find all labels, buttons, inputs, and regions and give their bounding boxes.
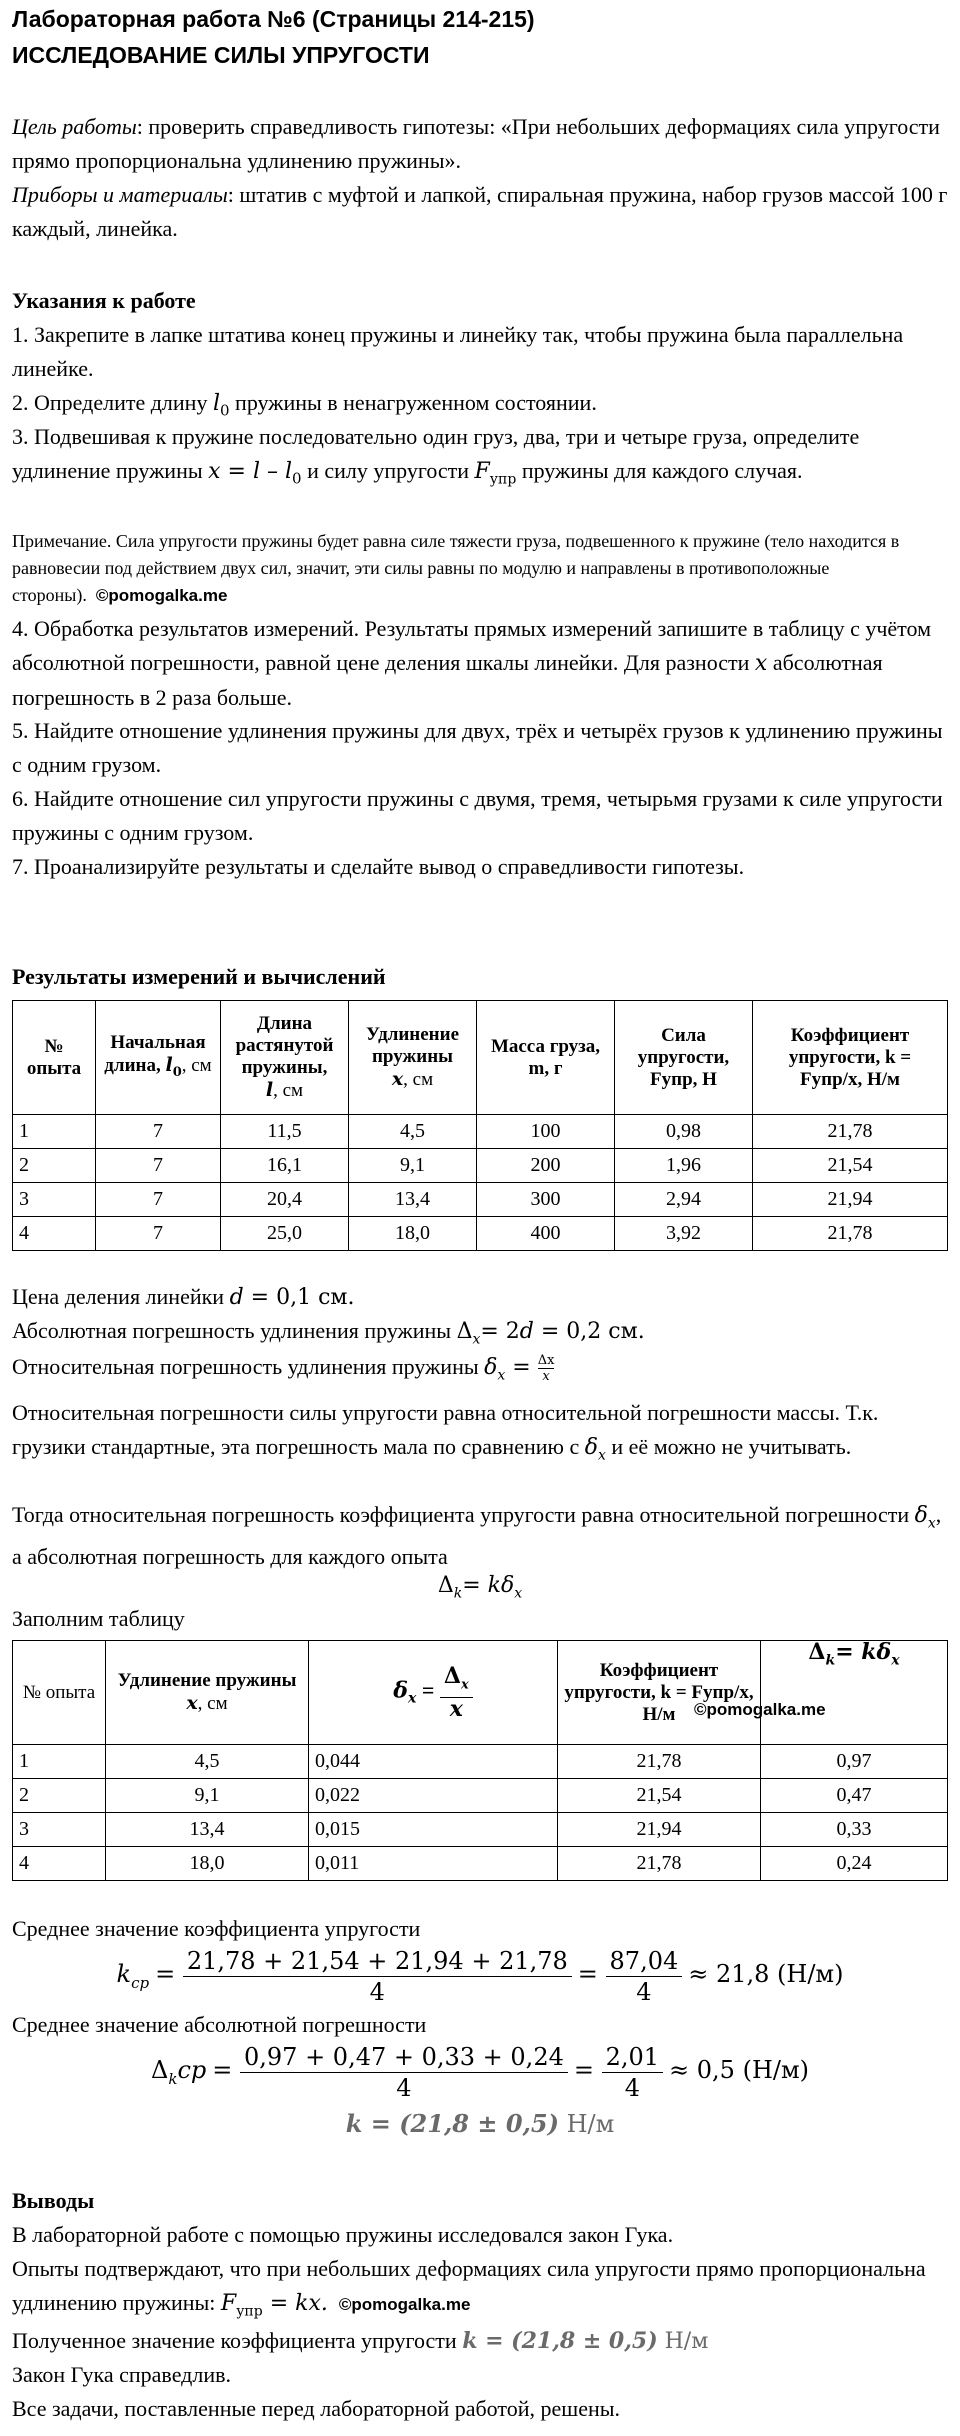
col-elong-unit: , см: [403, 1069, 434, 1090]
step-3-sub: 0: [292, 469, 302, 488]
note-text: Примечание. Сила упругости пружины будет равна силе тяжести груза, подвешенного к пружине (тело находится в равновесии под действием двух сил, значит, эти силы равны по модулю и направлены в противоположные стороны).: [12, 531, 900, 605]
step-7: 7. Проанализируйте результаты и сделайте вывод о справедливости гипотезы.: [12, 854, 745, 879]
table-cell: 200: [477, 1149, 615, 1183]
error-line-3-delta: δ: [484, 1355, 498, 1380]
fill-table-label: Заполним таблицу: [12, 1606, 185, 1631]
avg-d-lhs-rest: cp: [177, 2056, 207, 2085]
error-line-1-value: = 0,1 см.: [243, 1285, 355, 1310]
conclusion-2-force: F: [220, 2291, 237, 2316]
avg-k-fraction-2: [606, 1946, 683, 2007]
err-col-rel-fraction: [440, 1663, 473, 1722]
col-stretched-var: l: [265, 1079, 274, 1101]
results-header-row: [13, 1001, 948, 1115]
error-table: [12, 1640, 948, 1881]
error-line-3-den: x: [542, 1368, 550, 1384]
error-line-3-text: Относительная погрешность удлинения пружины: [12, 1354, 485, 1379]
table-cell: 1,96: [615, 1149, 753, 1183]
conclusion-3-text: Полученное значение коэффициента упругости: [12, 2328, 463, 2353]
table-cell: 0,98: [615, 1115, 753, 1149]
table-cell: 4: [13, 1217, 96, 1251]
table-cell: 0,33: [761, 1813, 948, 1847]
avg-d-lhs-sub: k: [168, 2069, 178, 2088]
col-initial-unit: , см: [181, 1054, 212, 1076]
avg-d-result: ≈ 0,5 (Н/м): [669, 2056, 809, 2085]
avg-k-formula: $k_{ср}$ = $\frac{21,78 + 21,54 + 21,94 + 21,78}{4}$ = $\frac{87,04}{4}$ ≈ 21,8 (Н/м): [116, 1947, 844, 2006]
err-col-abs-sub2: x: [891, 1652, 900, 1669]
table-watermark: ©pomogalka.me: [694, 1700, 826, 1719]
error-line-1-text: Цена деления линейки: [12, 1284, 230, 1309]
error-line-5-delta: δ: [914, 1503, 928, 1528]
table-cell: 0,47: [761, 1779, 948, 1813]
error-line-3-fraction: [538, 1354, 555, 1384]
step-4-text-a: 4. Обработка результатов измерений. Результаты прямых измерений запишите в таблицу с учётом абсолютной погрешности, равной цене деления шкалы линейки. Для разности: [12, 616, 932, 675]
error-line-4-sub: x: [597, 1447, 606, 1464]
avg-k-result: ≈ 21,8 (Н/м): [688, 1960, 844, 1989]
table-cell: 21,78: [558, 1745, 761, 1779]
err-col-rel-num-delta: Δ: [443, 1663, 461, 1690]
table-cell: 3: [13, 1183, 96, 1217]
watermark: ©pomogalka.me: [95, 586, 228, 605]
col-stretched-unit: , см: [273, 1080, 304, 1101]
avg-d-den2: 4: [624, 2074, 640, 2102]
conclusion-4: Закон Гука справедлив.: [12, 2362, 232, 2387]
conclusion-2-sub: упр: [236, 2303, 263, 2320]
col-elong: [349, 1001, 477, 1115]
err-col-num: № опыта: [13, 1641, 106, 1745]
col-num: № опыта: [13, 1001, 96, 1115]
lab-title: Лабораторная работа №6 (Страницы 214-215): [12, 6, 535, 32]
error-line-5-text-b: , а абсолютная погрешность для каждого опыта: [12, 1502, 942, 1570]
step-5: 5. Найдите отношение удлинения пружины для двух, трёх и четырёх грузов к удлинению пружины с одним грузом.: [12, 718, 943, 777]
goal-text: : проверить справедливость гипотезы: «При небольших деформациях сила упругости прямо пропорциональна удлинению пружины».: [12, 114, 940, 173]
conclusion-3: [12, 2324, 948, 2359]
table-row: [13, 1183, 948, 1217]
table-cell: 0,011: [309, 1847, 558, 1881]
error-line-2-sub: x: [472, 1331, 481, 1348]
table-row: [13, 1813, 948, 1847]
avg-k-den: 4: [369, 1978, 385, 2006]
error-line-1: [12, 1280, 948, 1315]
tools-text: : штатив с муфтой и лапкой, спиральная пружина, набор грузов массой 100 г каждый, линейка.: [12, 182, 948, 241]
error-line-2-delta: Δ: [456, 1319, 473, 1344]
table-cell: 300: [477, 1183, 615, 1217]
final-result-unit: Н/м: [558, 2110, 615, 2138]
table-cell: 4: [13, 1847, 106, 1881]
conclusion-2-text: Опыты подтверждают, что при небольших деформациях сила упругости прямо пропорциональна удлинению пружины:: [12, 2256, 926, 2315]
error-line-5-text-a: Тогда относительная погрешность коэффициента упругости равна относительной погрешности: [12, 1502, 915, 1527]
table-cell: 9,1: [349, 1149, 477, 1183]
table-cell: 0,022: [309, 1779, 558, 1813]
lab-subtitle: ИССЛЕДОВАНИЕ СИЛЫ УПРУГОСТИ: [12, 42, 430, 68]
avg-d-label: Среднее значение абсолютной погрешности: [12, 2012, 427, 2037]
avg-k-lhs-sub: ср: [131, 1973, 150, 1992]
table-cell: 2,94: [615, 1183, 753, 1217]
conclusion-watermark: ©pomogalka.me: [338, 2295, 471, 2314]
step-2-var: l: [212, 391, 220, 416]
avg-d-fraction-1: [240, 2042, 568, 2103]
avg-k-num2: 87,04: [606, 1946, 683, 1977]
error-line-4-delta: δ: [584, 1435, 598, 1460]
error-line-3-num: Δx: [537, 1352, 555, 1368]
table-cell: 1: [13, 1745, 106, 1779]
table-cell: 21,54: [753, 1149, 948, 1183]
table-cell: 21,78: [558, 1847, 761, 1881]
table-cell: 3,92: [615, 1217, 753, 1251]
err-col-abs-rhs: = kδ: [835, 1639, 892, 1665]
table-cell: 13,4: [106, 1813, 309, 1847]
table-cell: 13,4: [349, 1183, 477, 1217]
final-result: [12, 2108, 948, 2141]
err-col-coef-label: Коэффициент упругости, k = Fупр/x, Н/м: [564, 1659, 754, 1725]
avg-k-num: 21,78 + 21,54 + 21,94 + 21,78: [183, 1946, 572, 1977]
step-1: 1. Закрепите в лапке штатива конец пружины и линейку так, чтобы пружина была параллельна линейке.: [12, 322, 904, 381]
avg-d-fraction-2: [602, 2042, 663, 2103]
error-line-5-sub: x: [927, 1515, 936, 1532]
col-elong-label: Удлинение пружины: [365, 1024, 460, 1067]
error-line-5: [12, 1498, 948, 1574]
step-4: [12, 612, 948, 715]
col-stretched: [221, 1001, 349, 1115]
results-heading: Результаты измерений и вычислений: [12, 964, 386, 989]
err-col-abs: [761, 1641, 948, 1745]
step-3-formula: x = l – l: [208, 459, 293, 484]
err-col-rel: $\delta_x$ = $\frac{\Delta_x}{x}$: [309, 1641, 558, 1745]
goal-label: Цель работы: [12, 114, 137, 139]
col-initial-sub: 0: [172, 1064, 182, 1080]
table-cell: 18,0: [349, 1217, 477, 1251]
abs-error-rhs: = kδ: [462, 1573, 515, 1598]
table-cell: 21,94: [753, 1183, 948, 1217]
avg-d-num2: 2,01: [602, 2042, 663, 2073]
conclusions-heading: Выводы: [12, 2188, 95, 2213]
table-cell: 9,1: [106, 1779, 309, 1813]
table-cell: 7: [96, 1115, 221, 1149]
err-col-abs-sub: k: [825, 1652, 836, 1669]
step-3-force-sub: упр: [489, 471, 517, 488]
table-cell: 21,94: [558, 1813, 761, 1847]
avg-k-lhs: k: [116, 1960, 132, 1989]
error-line-4: [12, 1396, 948, 1472]
conclusion-5: Все задачи, поставленные перед лабораторной работой, решены.: [12, 2396, 621, 2421]
col-stretched-label: Длина растянутой пружины,: [235, 1013, 334, 1078]
table-row: [13, 1115, 948, 1149]
table-cell: 100: [477, 1115, 615, 1149]
err-col-coef: [558, 1641, 761, 1745]
step-6: 6. Найдите отношение сил упругости пружины с двумя, тремя, четырьмя грузами к силе упругости пружины с одним грузом.: [12, 786, 943, 845]
error-line-3: [12, 1350, 948, 1392]
conclusion-1: В лабораторной работе с помощью пружины исследовался закон Гука.: [12, 2222, 674, 2247]
table-cell: 21,54: [558, 1779, 761, 1813]
err-col-rel-delta: δ: [393, 1677, 408, 1704]
err-col-elong-var: x: [186, 1692, 198, 1714]
table-cell: 7: [96, 1183, 221, 1217]
results-table: [12, 1000, 948, 1251]
table-cell: 0,015: [309, 1813, 558, 1847]
err-col-abs-delta: Δ: [808, 1639, 826, 1665]
table-cell: 0,24: [761, 1847, 948, 1881]
table-cell: 400: [477, 1217, 615, 1251]
table-cell: 21,78: [753, 1115, 948, 1149]
col-coef: Коэффициент упругости, k = Fупр/x, Н/м: [753, 1001, 948, 1115]
col-initial-var: l: [165, 1053, 173, 1076]
step-2-text-b: пружины в ненагруженном состоянии.: [229, 390, 597, 415]
table-cell: 2: [13, 1149, 96, 1183]
col-force: Сила упругости, Fупр, Н: [615, 1001, 753, 1115]
table-cell: 3: [13, 1813, 106, 1847]
error-body: [13, 1745, 948, 1881]
table-cell: 2: [13, 1779, 106, 1813]
table-row: [13, 1217, 948, 1251]
error-line-3-eq: =: [505, 1355, 538, 1380]
step-2-sub: 0: [220, 401, 230, 420]
conclusion-3-k: k = (21,8 ± 0,5): [462, 2328, 658, 2354]
table-row: [13, 1847, 948, 1881]
col-initial: [96, 1001, 221, 1115]
table-cell: 18,0: [106, 1847, 309, 1881]
table-cell: 4,5: [349, 1115, 477, 1149]
avg-d-formula: $\Delta_kcp$ = $\frac{0,97 + 0,47 + 0,33 + 0,24}{4}$ = $\frac{2,01}{4}$ ≈ 0,5 (Н/м): [151, 2043, 809, 2102]
table-cell: 4,5: [106, 1745, 309, 1779]
err-col-rel-den: x: [449, 1695, 463, 1722]
table-cell: 7: [96, 1217, 221, 1251]
col-initial-label: Начальная длина,: [104, 1031, 206, 1076]
error-line-4-text-b: и её можно не учитывать.: [605, 1434, 852, 1459]
abs-error-sub: k: [453, 1585, 463, 1602]
goal-paragraph: [12, 110, 948, 178]
step-3: [12, 420, 948, 496]
table-cell: 21,78: [753, 1217, 948, 1251]
error-line-2-value: = 0,2 см.: [533, 1319, 645, 1344]
err-col-elong-label: Удлинение пружины: [117, 1670, 297, 1691]
avg-d-lhs: Δ: [151, 2056, 169, 2085]
err-col-rel-num: [440, 1665, 473, 1697]
step-4-var: x: [754, 651, 768, 676]
err-col-elong-unit: , см: [197, 1693, 228, 1714]
step-4-text-b: абсолютная погрешность в 2 раза больше.: [12, 650, 883, 710]
table-cell: 1: [13, 1115, 96, 1149]
col-elong-var: x: [391, 1068, 404, 1090]
table-row: [13, 1149, 948, 1183]
table-cell: 0,044: [309, 1745, 558, 1779]
avg-k-label: Среднее значение коэффициента упругости: [12, 1916, 421, 1941]
step-3-text-a: 3. Подвешивая к пружине последовательно один груз, два, три и четыре груза, определите удлинение пружины: [12, 424, 860, 483]
step-3-text-b: и силу упругости: [301, 458, 475, 483]
avg-d-den: 4: [396, 2074, 412, 2102]
table-row: [13, 1745, 948, 1779]
error-line-4-text-a: Относительная погрешности силы упругости равна относительной погрешности массы. Т.к. грузики стандартные, эта погрешность мала по сравнению с: [12, 1400, 879, 1459]
final-result-value: k = (21,8 ± 0,5): [345, 2109, 559, 2138]
table-cell: 25,0: [221, 1217, 349, 1251]
table-cell: 7: [96, 1149, 221, 1183]
err-col-rel-num-sub: x: [460, 1677, 469, 1693]
abs-error-delta: Δ: [437, 1573, 454, 1598]
step-2-text-a: 2. Определите длину: [12, 390, 213, 415]
error-line-2-d: d: [519, 1319, 534, 1344]
table-cell: 16,1: [221, 1149, 349, 1183]
error-header-row: [13, 1641, 948, 1745]
avg-k-fraction-1: [183, 1946, 572, 2007]
table-row: [13, 1779, 948, 1813]
error-line-3-sub: x: [497, 1367, 506, 1384]
table-cell: 0,97: [761, 1745, 948, 1779]
err-col-rel-sub: x: [407, 1690, 417, 1707]
avg-d-num: 0,97 + 0,47 + 0,33 + 0,24: [240, 2042, 568, 2073]
err-col-elong: [106, 1641, 309, 1745]
step-3-force: F: [474, 459, 490, 484]
results-body: [13, 1115, 948, 1251]
conclusion-2: [12, 2252, 948, 2328]
instructions-heading: Указания к работе: [12, 288, 196, 313]
table-cell: 11,5: [221, 1115, 349, 1149]
tools-paragraph: [12, 178, 948, 246]
tools-label: Приборы и материалы: [12, 182, 228, 207]
error-line-2-eq: = 2: [480, 1319, 520, 1344]
conclusion-3-unit: Н/м: [657, 2329, 709, 2354]
abs-error-sub2: x: [514, 1585, 523, 1602]
step-3-text-c: пружины для каждого случая.: [516, 458, 803, 483]
error-line-1-var: d: [229, 1285, 244, 1310]
col-mass: Масса груза, m, г: [477, 1001, 615, 1115]
conclusion-2-rhs: = kx.: [262, 2291, 328, 2316]
table-cell: 20,4: [221, 1183, 349, 1217]
error-line-2-text: Абсолютная погрешность удлинения пружины: [12, 1318, 457, 1343]
note: [12, 528, 948, 609]
avg-k-den2: 4: [636, 1978, 652, 2006]
